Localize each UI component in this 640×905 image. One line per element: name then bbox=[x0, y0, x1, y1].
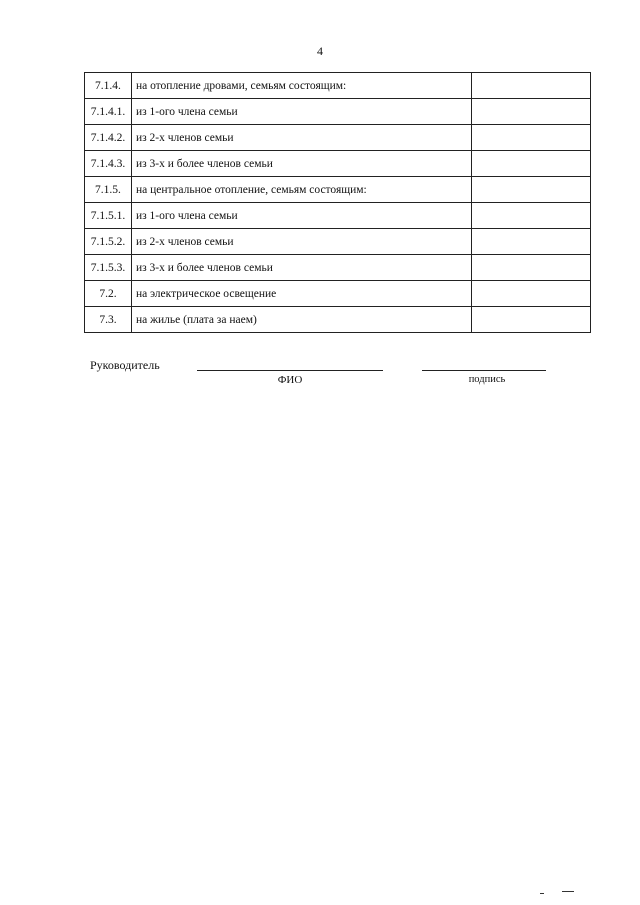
row-value-cell[interactable] bbox=[471, 125, 590, 151]
row-value-cell[interactable] bbox=[471, 255, 590, 281]
signature-caption: подпись bbox=[468, 374, 506, 385]
row-description: из 2-х членов семьи bbox=[131, 229, 471, 255]
row-value-cell[interactable] bbox=[471, 281, 590, 307]
row-value-cell[interactable] bbox=[471, 229, 590, 255]
row-description: из 3-х и более членов семьи bbox=[131, 255, 471, 281]
row-number: 7.1.4.3. bbox=[85, 151, 132, 177]
row-description: из 3-х и более членов семьи bbox=[131, 151, 471, 177]
fio-caption: ФИО bbox=[277, 374, 303, 386]
scan-artifact bbox=[562, 891, 574, 892]
row-value-cell[interactable] bbox=[471, 73, 590, 99]
fio-signature-line[interactable] bbox=[197, 370, 383, 371]
table-row bbox=[85, 151, 591, 177]
row-number: 7.1.4.2. bbox=[85, 125, 132, 151]
row-description: из 1-ого члена семьи bbox=[131, 203, 471, 229]
signature-line[interactable] bbox=[422, 370, 546, 371]
signature-label: Руководитель bbox=[90, 358, 160, 372]
row-value-cell[interactable] bbox=[471, 151, 590, 177]
table-row bbox=[85, 177, 591, 203]
row-number: 7.1.5.2. bbox=[85, 229, 132, 255]
table-row bbox=[85, 255, 591, 281]
table-row bbox=[85, 281, 591, 307]
table-row bbox=[85, 125, 591, 151]
row-description: из 2-х членов семьи bbox=[131, 125, 471, 151]
row-value-cell[interactable] bbox=[471, 307, 590, 333]
scan-artifact bbox=[540, 893, 544, 894]
table-row bbox=[85, 99, 591, 125]
row-number: 7.1.5. bbox=[85, 177, 132, 203]
row-description: на жилье (плата за наем) bbox=[131, 307, 471, 333]
row-description: на отопление дровами, семьям состоящим: bbox=[131, 73, 471, 99]
row-number: 7.1.5.3. bbox=[85, 255, 132, 281]
row-number: 7.2. bbox=[85, 281, 132, 307]
row-number: 7.1.4.1. bbox=[85, 99, 132, 125]
page-number: 4 bbox=[317, 44, 323, 58]
table-row bbox=[85, 307, 591, 333]
row-value-cell[interactable] bbox=[471, 99, 590, 125]
row-description: из 1-ого члена семьи bbox=[131, 99, 471, 125]
row-number: 7.1.5.1. bbox=[85, 203, 132, 229]
row-value-cell[interactable] bbox=[471, 177, 590, 203]
table-row bbox=[85, 73, 591, 99]
table-row bbox=[85, 229, 591, 255]
row-number: 7.3. bbox=[85, 307, 132, 333]
row-description: на центральное отопление, семьям состоящим: bbox=[131, 177, 471, 203]
row-value-cell[interactable] bbox=[471, 203, 590, 229]
data-table bbox=[84, 72, 591, 333]
table-row bbox=[85, 203, 591, 229]
row-description: на электрическое освещение bbox=[131, 281, 471, 307]
row-number: 7.1.4. bbox=[85, 73, 132, 99]
